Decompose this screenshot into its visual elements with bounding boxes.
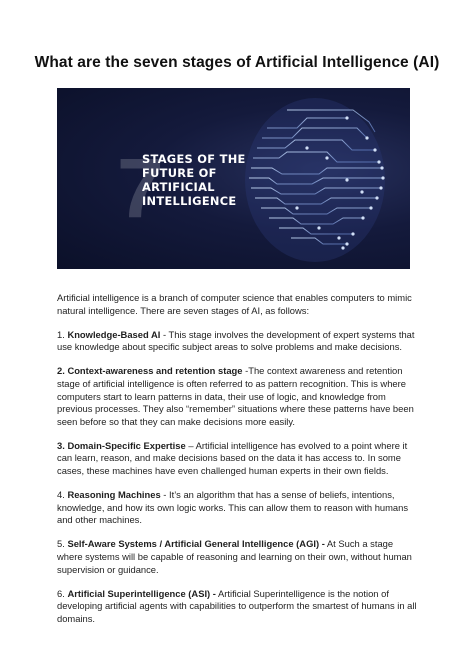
- hero-caption-line: ARTIFICIAL: [142, 180, 215, 194]
- stage-text: Artificial intelligence has evolved to a point where it can learn, reason, and make decisions based on the data it has access to. In some cases, these machines have even challenged human experts in their own fields.: [57, 439, 408, 477]
- stage-title: Context-awareness and retention stage: [67, 365, 243, 377]
- hero-image: [57, 88, 410, 269]
- stage-text: The context awareness and retention stage of artificial intelligence is often referred to as pattern recognition. This is where computers start to learn patterns in data, their use of logic, and knowledge from previous processes. They also “remember” situations where these patterns have been seen before so that they can make decisions more easily.: [57, 365, 414, 427]
- page-title: What are the seven stages of Artificial Intelligence (AI): [34, 54, 440, 71]
- stage-title: Knowledge-Based AI: [67, 328, 161, 340]
- stage-separator: -: [160, 489, 170, 501]
- stage-number: 2.: [57, 365, 65, 377]
- stage-separator: -: [160, 328, 169, 340]
- stage-paragraph: [57, 365, 419, 428]
- stage-text: It’s an algorithm that has a sense of beliefs, intentions, knowledge, and how its own logic works. This can allow them to reason with humans and other machines.: [57, 489, 409, 526]
- stage-title: Reasoning Machines: [67, 489, 161, 501]
- article-body: [57, 292, 419, 637]
- stage-number: 5.: [57, 538, 65, 550]
- stage-text: This stage involves the development of expert systems that use knowledge about specific subject areas to solve problems and make decisions.: [57, 328, 415, 353]
- stage-paragraph: [57, 329, 419, 354]
- hero-caption-line: STAGES OF THE: [142, 152, 246, 166]
- stage-paragraph: [57, 440, 419, 478]
- stage-separator: -: [242, 365, 249, 377]
- stage-number: 3.: [57, 439, 65, 451]
- stage-number: 6.: [57, 587, 65, 599]
- intro-paragraph: Artificial intelligence is a branch of computer science that enables computers to mimic natural intelligence. There are seven stages of AI, as follows:: [57, 292, 412, 316]
- stage-title: Domain-Specific Expertise: [67, 439, 186, 451]
- stage-number: 4.: [57, 489, 65, 501]
- hero-numeral: 7: [117, 141, 164, 235]
- stage-text: Artificial Superintelligence is the notion of developing artificial agents with capabilities to outperform the smartest of humans in all domains.: [57, 587, 417, 624]
- stage-number: 1.: [57, 328, 65, 340]
- hero-caption-line: FUTURE OF: [142, 166, 217, 180]
- stage-paragraph: [57, 538, 419, 576]
- stage-paragraph: [57, 588, 419, 626]
- stage-title: Self-Aware Systems / Artificial General Intelligence (AGI) -: [67, 538, 325, 550]
- stage-title: Artificial Superintelligence (ASI) -: [67, 587, 216, 599]
- hero-caption-line: INTELLIGENCE: [142, 194, 237, 208]
- stage-separator: –: [185, 439, 196, 451]
- stage-text: At Such a stage where systems will be capable of reasoning and learning on their own, without human supervision or guidance.: [57, 538, 412, 575]
- hero-caption: [142, 152, 272, 208]
- stage-paragraph: [57, 489, 419, 527]
